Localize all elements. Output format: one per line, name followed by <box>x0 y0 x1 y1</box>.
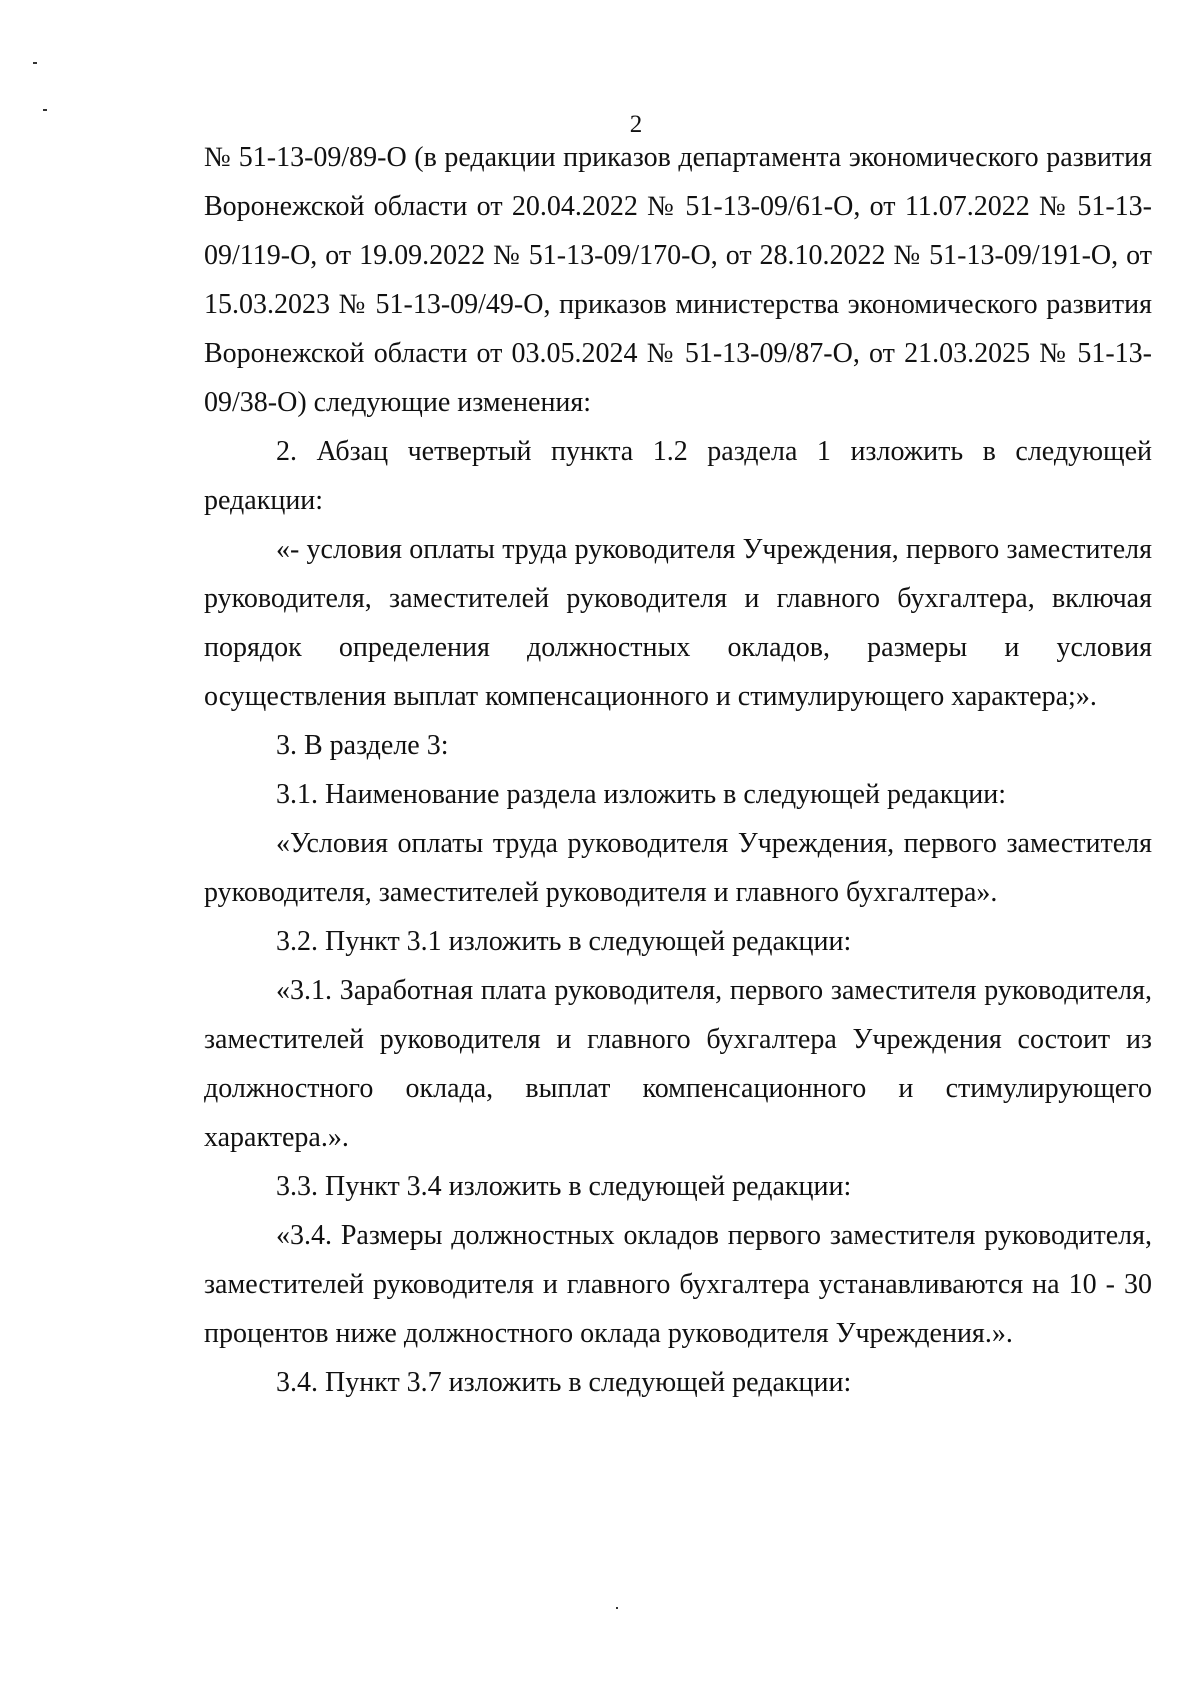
paragraph-item-3-2-quote: «3.1. Заработная плата руководителя, первого заместителя руководителя, заместителей руководителя и главного бухгалтера Учреждения состоит из должностного оклада, выплат компенсационного и стимулирующего характера.». <box>204 975 1152 1153</box>
paragraph-item-3-3-quote: «3.4. Размеры должностных окладов первого заместителя руководителя, заместителей руководителя и главного бухгалтера устанавливаются на 10 - 30 процентов ниже должностного оклада руководителя Учреждения.». <box>204 1220 1152 1349</box>
page-number: 2 <box>629 111 643 138</box>
paragraph-item-2-quote: «- условия оплаты труда руководителя Учреждения, первого заместителя руководителя, заместителей руководителя и главного бухгалтера, включая порядок определения должностных окладов, размеры и условия осуществления выплат компенсационного и стимулирующего характера;». <box>204 534 1152 712</box>
document-body <box>204 133 1152 1407</box>
paragraph-item-3: 3. В разделе 3: <box>276 730 449 761</box>
paragraph-item-3-1-quote: «Условия оплаты труда руководителя Учреждения, первого заместителя руководителя, заместителей руководителя и главного бухгалтера». <box>204 828 1152 908</box>
paragraph-intro: № 51-13-09/89-О (в редакции приказов департамента экономического развития Воронежской области от 20.04.2022 № 51-13-09/61-О, от 11.07.2022 № 51-13-09/119-О, от 19.09.2022 № 51-13-09/170-О, от 28.10.2022 № 51-13-09/191-О, от 15.03.2023 № 51-13-09/49-О, приказов министерства экономического развития Воронежской области от 03.05.2024 № 51-13-09/87-О, от 21.03.2025 № 51-13-09/38-О) следующие изменения: <box>204 142 1152 418</box>
paragraph-item-3-1: 3.1. Наименование раздела изложить в следующей редакции: <box>276 779 1007 810</box>
scan-artifact-dot <box>616 1607 618 1609</box>
scan-artifact-mark <box>33 62 37 64</box>
paragraph-item-3-4: 3.4. Пункт 3.7 изложить в следующей редакции: <box>276 1367 852 1398</box>
paragraph-item-3-3: 3.3. Пункт 3.4 изложить в следующей редакции: <box>276 1171 852 1202</box>
paragraph-item-2: 2. Абзац четвертый пункта 1.2 раздела 1 изложить в следующей редакции: <box>204 436 1152 516</box>
paragraph-item-3-2: 3.2. Пункт 3.1 изложить в следующей редакции: <box>276 926 852 957</box>
